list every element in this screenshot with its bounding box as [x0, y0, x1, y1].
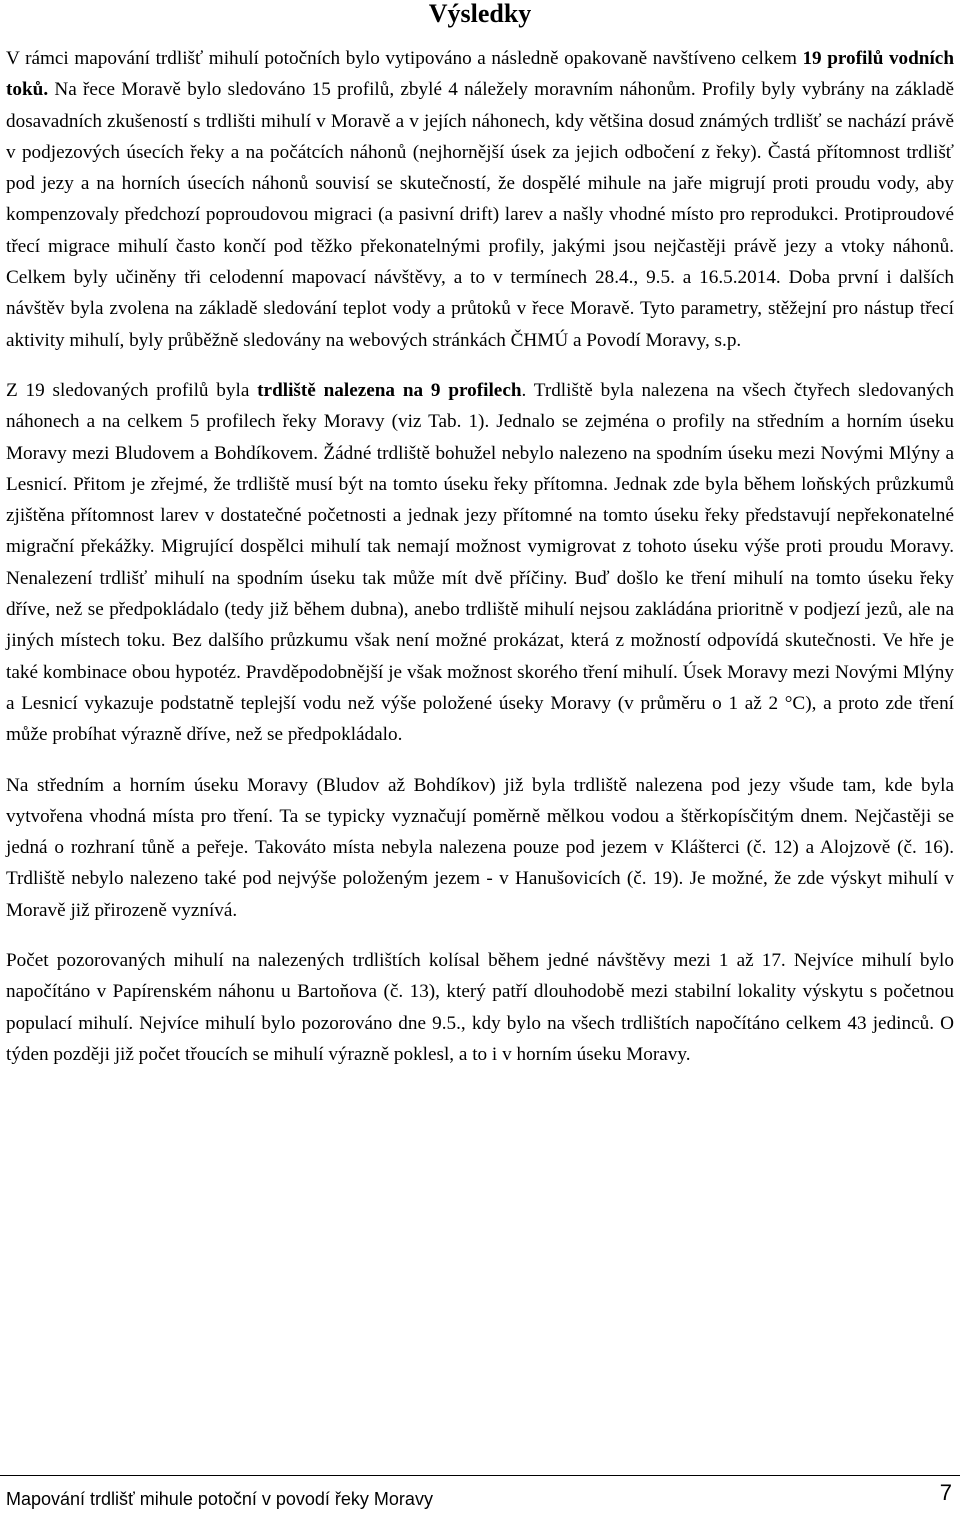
- paragraph-1: [6, 43, 954, 356]
- page-number: 7: [939, 1480, 952, 1505]
- footer-title: Mapování trdlišť mihule potoční v povodí řeky Moravy: [6, 1489, 433, 1509]
- text-span: Z 19 sledovaných profilů byla: [6, 379, 258, 401]
- text-span: Na středním a horním úseku Moravy (Bludov až Bohdíkov) již byla trdliště nalezena pod jezy všude tam, kde byla vytvořena vhodná místa pro tření. Ta se typicky vyznačují poměrně mělkou vodou a štěrkopísčitým dnem. Nejčastěji se jedná o rozhraní tůně a peřeje. Takováto místa nebyla nalezena pouze pod jezem v Klášterci (č. 12) a Alojzově (č. 16). Trdliště nebylo nalezeno také pod nejvýše položeným jezem - v Hanušovicích (č. 19). Je možné, že zde výskyt mihulí v Moravě již přirozeně vyznívá.: [6, 774, 954, 921]
- page-footer: [0, 1475, 960, 1509]
- paragraph-2: [6, 375, 954, 751]
- paragraph-3: [6, 770, 954, 926]
- paragraph-4: [6, 945, 954, 1070]
- section-heading: Výsledky: [428, 0, 532, 28]
- document-page: [6, 0, 954, 1070]
- text-span: Počet pozorovaných mihulí na nalezených trdlištích kolísal během jedné návštěvy mezi 1 až 17. Nejvíce mihulí bylo napočítáno v Papírenském náhonu u Bartoňova (č. 13), který patří dlouhodobě mezi stabilní lokality výskytu s početnou populací mihulí. Nejvíce mihulí bylo pozorováno dne 9.5., kdy bylo na všech trdlištích napočítáno celkem 43 jedinců. O týden později již počet třoucích se mihulí výrazně poklesl, a to i v horním úseku Moravy.: [6, 950, 954, 1065]
- text-span: V rámci mapování trdlišť mihulí potočních bylo vytipováno a následně opakovaně navštíveno celkem: [6, 48, 803, 69]
- text-span: . Trdliště byla nalezena na všech čtyřech sledovaných náhonech a na celkem 5 profilech řeky Moravy (viz Tab. 1). Jednalo se zejména o profily na středním a horním úseku Moravy mezi Bludovem a Bohdíkovem. Žádné trdliště bohužel nebylo nalezeno na spodním úseku mezi Novými Mlýny a Lesnicí. Přitom je zřejmé, že trdliště musí být na tomto úseku řeky přítomna. Jednak zde byla během loňských průzkumů zjištěna přítomnost larev v dostatečné početnosti a jednak jezy přítomné na tomto úseku řeky představují nepřekonatelné migrační překážky. Migrující dospělci mihulí tak nemají možnost vymigrovat z tohoto úseku výše proti proudu Moravy. Nenalezení trdlišť mihulí na spodním úseku tak může mít dvě příčiny. Buď došlo ke tření mihulí na tomto úseku řeky dříve, než se předpokládalo (tedy již během dubna), anebo trdliště mihulí nejsou zakládána prioritně v podjezí jezů, ale na jiných místech toku. Bez dalšího průzkumu však není možné prokázat, která z možností odpovídá skutečnosti. Ve hře je také kombinace obou hypotéz. Pravděpodobnější je však možnost skorého tření mihulí. Úsek Moravy mezi Novými Mlýny a Lesnicí vykazuje podstatně teplejší vodu než výše položené úseky Moravy (v průměru o 1 až 2 °C), a proto zde tření může probíhat výrazně dříve, než se předpokládalo.: [6, 379, 954, 746]
- text-span: Na řece Moravě bylo sledováno 15 profilů, zbylé 4 náležely moravním náhonům. Profily byly vybrány na základě dosavadních zkušeností s trdlišti mihulí v Moravě a v jejích náhonech, kdy většina dosud známých trdlišť se nachází právě v podjezových úsecích řeky a na počátcích náhonů (nejhornější úsek za jejich odbočení z řeky). Častá přítomnost trdlišť pod jezy a na horních úsecích náhonů souvisí se skutečností, že dospělé mihule na jaře migrují proti proudu vody, aby kompenzovaly předchozí poproudovou migraci (a pasivní drift) larev a našly vhodné místo pro reprodukci. Protiproudové třecí migrace mihulí často končí pod těžko překonatelnými profily, jakými jsou nejčastěji právě jezy a vtoky náhonů. Celkem byly učiněny tři celodenní mapovací návštěvy, a to v termínech 28.4., 9.5. a 16.5.2014. Doba první i dalších návštěv byla zvolena na základě sledování teplot vody a průtoků v řece Moravě. Tyto parametry, stěžejní pro nástup třecí aktivity mihulí, byly průběžně sledovány na webových stránkách ČHMÚ a Povodí Moravy, s.p.: [6, 79, 954, 351]
- bold-text-span: 19 profilů vodních toků.: [6, 48, 954, 101]
- bold-text-span: trdliště nalezena na 9 profilech: [257, 379, 522, 401]
